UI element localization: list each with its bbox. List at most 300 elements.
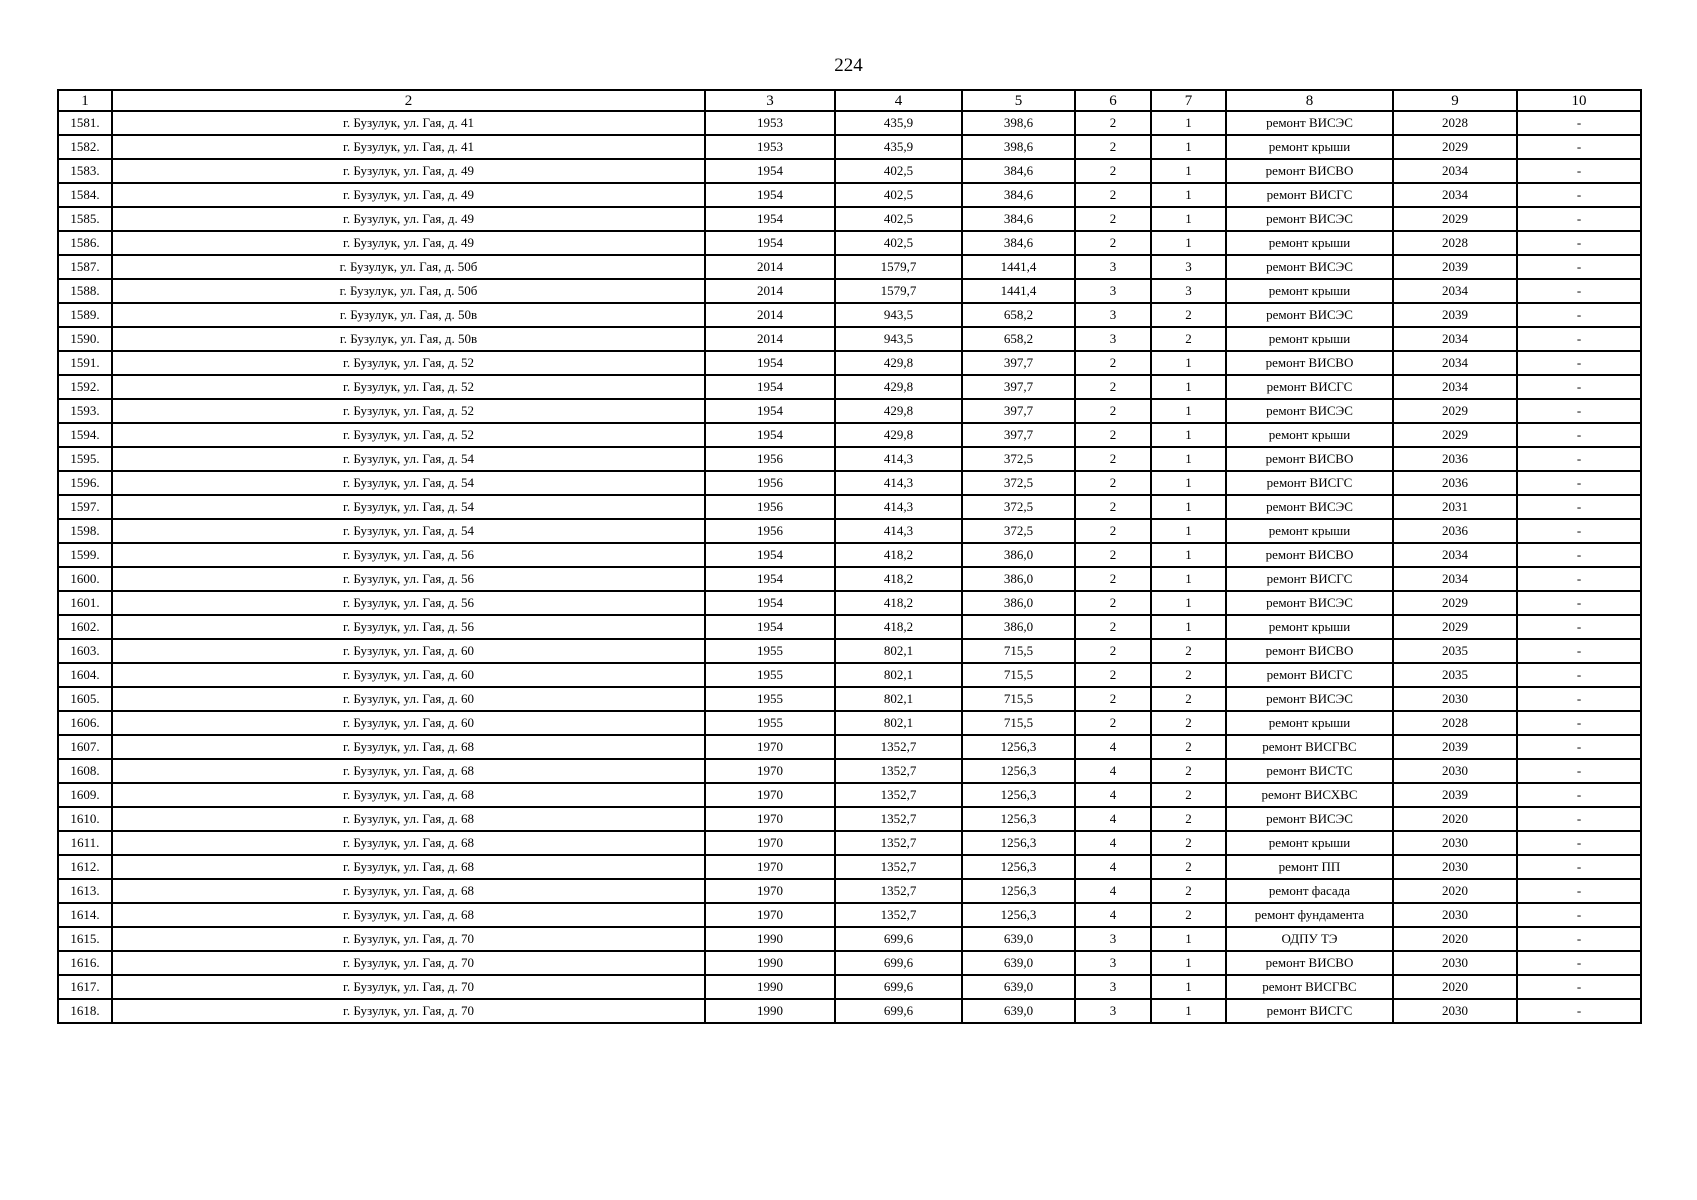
note-cell: - xyxy=(1517,543,1641,567)
repair-schedule-table xyxy=(57,89,1642,1024)
planned-year-cell: 2039 xyxy=(1393,735,1517,759)
living-area-cell: 1256,3 xyxy=(962,879,1075,903)
floors-cell: 3 xyxy=(1075,999,1151,1023)
floors-cell: 4 xyxy=(1075,903,1151,927)
work-type-cell: ремонт ВИСВО xyxy=(1226,159,1393,183)
year-built-cell: 1970 xyxy=(705,831,835,855)
planned-year-cell: 2030 xyxy=(1393,951,1517,975)
note-cell: - xyxy=(1517,519,1641,543)
table-row xyxy=(58,615,1641,639)
floors-cell: 2 xyxy=(1075,471,1151,495)
address-cell: г. Бузулук, ул. Гая, д. 56 xyxy=(112,615,705,639)
floors-cell: 2 xyxy=(1075,711,1151,735)
year-built-cell: 1956 xyxy=(705,471,835,495)
column-header: 8 xyxy=(1226,90,1393,111)
note-cell: - xyxy=(1517,255,1641,279)
year-built-cell: 1954 xyxy=(705,375,835,399)
year-built-cell: 1970 xyxy=(705,903,835,927)
planned-year-cell: 2030 xyxy=(1393,999,1517,1023)
year-built-cell: 1955 xyxy=(705,711,835,735)
floors-cell: 2 xyxy=(1075,159,1151,183)
table-row xyxy=(58,735,1641,759)
floors-cell: 4 xyxy=(1075,807,1151,831)
planned-year-cell: 2039 xyxy=(1393,783,1517,807)
floors-cell: 3 xyxy=(1075,255,1151,279)
planned-year-cell: 2036 xyxy=(1393,471,1517,495)
address-cell: г. Бузулук, ул. Гая, д. 68 xyxy=(112,783,705,807)
year-built-cell: 2014 xyxy=(705,279,835,303)
entrances-cell: 1 xyxy=(1151,591,1226,615)
table-row xyxy=(58,303,1641,327)
total-area-cell: 402,5 xyxy=(835,159,962,183)
year-built-cell: 1970 xyxy=(705,759,835,783)
total-area-cell: 402,5 xyxy=(835,207,962,231)
year-built-cell: 1956 xyxy=(705,519,835,543)
entrances-cell: 1 xyxy=(1151,543,1226,567)
row-number-cell: 1604. xyxy=(58,663,112,687)
row-number-cell: 1583. xyxy=(58,159,112,183)
table-row xyxy=(58,279,1641,303)
floors-cell: 2 xyxy=(1075,231,1151,255)
living-area-cell: 397,7 xyxy=(962,351,1075,375)
table-row xyxy=(58,231,1641,255)
work-type-cell: ремонт крыши xyxy=(1226,519,1393,543)
entrances-cell: 2 xyxy=(1151,759,1226,783)
planned-year-cell: 2034 xyxy=(1393,159,1517,183)
living-area-cell: 397,7 xyxy=(962,423,1075,447)
total-area-cell: 802,1 xyxy=(835,687,962,711)
floors-cell: 2 xyxy=(1075,111,1151,135)
work-type-cell: ремонт ВИСЭС xyxy=(1226,807,1393,831)
year-built-cell: 1953 xyxy=(705,111,835,135)
work-type-cell: ремонт ВИСГС xyxy=(1226,999,1393,1023)
note-cell: - xyxy=(1517,207,1641,231)
living-area-cell: 715,5 xyxy=(962,639,1075,663)
living-area-cell: 372,5 xyxy=(962,495,1075,519)
entrances-cell: 2 xyxy=(1151,663,1226,687)
total-area-cell: 435,9 xyxy=(835,135,962,159)
living-area-cell: 639,0 xyxy=(962,927,1075,951)
address-cell: г. Бузулук, ул. Гая, д. 41 xyxy=(112,111,705,135)
total-area-cell: 1352,7 xyxy=(835,783,962,807)
table-row xyxy=(58,543,1641,567)
work-type-cell: ремонт ВИСЭС xyxy=(1226,591,1393,615)
row-number-cell: 1596. xyxy=(58,471,112,495)
work-type-cell: ОДПУ ТЭ xyxy=(1226,927,1393,951)
address-cell: г. Бузулук, ул. Гая, д. 68 xyxy=(112,855,705,879)
floors-cell: 3 xyxy=(1075,303,1151,327)
note-cell: - xyxy=(1517,111,1641,135)
entrances-cell: 1 xyxy=(1151,927,1226,951)
total-area-cell: 943,5 xyxy=(835,303,962,327)
work-type-cell: ремонт ВИСГВС xyxy=(1226,735,1393,759)
floors-cell: 2 xyxy=(1075,663,1151,687)
row-number-cell: 1590. xyxy=(58,327,112,351)
year-built-cell: 1954 xyxy=(705,351,835,375)
table-row xyxy=(58,951,1641,975)
column-header: 6 xyxy=(1075,90,1151,111)
address-cell: г. Бузулук, ул. Гая, д. 56 xyxy=(112,591,705,615)
table-row xyxy=(58,351,1641,375)
living-area-cell: 639,0 xyxy=(962,951,1075,975)
year-built-cell: 1954 xyxy=(705,615,835,639)
floors-cell: 4 xyxy=(1075,879,1151,903)
year-built-cell: 1970 xyxy=(705,735,835,759)
entrances-cell: 2 xyxy=(1151,735,1226,759)
table-row xyxy=(58,807,1641,831)
table-row xyxy=(58,183,1641,207)
living-area-cell: 372,5 xyxy=(962,471,1075,495)
entrances-cell: 2 xyxy=(1151,855,1226,879)
address-cell: г. Бузулук, ул. Гая, д. 68 xyxy=(112,831,705,855)
column-header: 1 xyxy=(58,90,112,111)
note-cell: - xyxy=(1517,447,1641,471)
total-area-cell: 418,2 xyxy=(835,615,962,639)
entrances-cell: 1 xyxy=(1151,495,1226,519)
note-cell: - xyxy=(1517,135,1641,159)
column-number-row xyxy=(58,90,1641,111)
floors-cell: 2 xyxy=(1075,375,1151,399)
living-area-cell: 1256,3 xyxy=(962,855,1075,879)
living-area-cell: 386,0 xyxy=(962,543,1075,567)
living-area-cell: 372,5 xyxy=(962,519,1075,543)
year-built-cell: 1970 xyxy=(705,879,835,903)
work-type-cell: ремонт ВИСЭС xyxy=(1226,399,1393,423)
column-header: 3 xyxy=(705,90,835,111)
table-row xyxy=(58,447,1641,471)
living-area-cell: 1256,3 xyxy=(962,759,1075,783)
living-area-cell: 715,5 xyxy=(962,711,1075,735)
total-area-cell: 429,8 xyxy=(835,375,962,399)
year-built-cell: 1954 xyxy=(705,399,835,423)
address-cell: г. Бузулук, ул. Гая, д. 68 xyxy=(112,903,705,927)
note-cell: - xyxy=(1517,711,1641,735)
address-cell: г. Бузулук, ул. Гая, д. 50в xyxy=(112,327,705,351)
year-built-cell: 1990 xyxy=(705,999,835,1023)
floors-cell: 2 xyxy=(1075,591,1151,615)
year-built-cell: 2014 xyxy=(705,255,835,279)
total-area-cell: 943,5 xyxy=(835,327,962,351)
row-number-cell: 1613. xyxy=(58,879,112,903)
work-type-cell: ремонт ВИСГС xyxy=(1226,471,1393,495)
planned-year-cell: 2029 xyxy=(1393,399,1517,423)
planned-year-cell: 2030 xyxy=(1393,687,1517,711)
address-cell: г. Бузулук, ул. Гая, д. 70 xyxy=(112,951,705,975)
year-built-cell: 1970 xyxy=(705,807,835,831)
year-built-cell: 1955 xyxy=(705,639,835,663)
table-row xyxy=(58,927,1641,951)
note-cell: - xyxy=(1517,231,1641,255)
total-area-cell: 402,5 xyxy=(835,183,962,207)
living-area-cell: 384,6 xyxy=(962,183,1075,207)
floors-cell: 4 xyxy=(1075,759,1151,783)
total-area-cell: 418,2 xyxy=(835,543,962,567)
total-area-cell: 1352,7 xyxy=(835,879,962,903)
address-cell: г. Бузулук, ул. Гая, д. 60 xyxy=(112,711,705,735)
total-area-cell: 699,6 xyxy=(835,975,962,999)
total-area-cell: 802,1 xyxy=(835,639,962,663)
table-row xyxy=(58,399,1641,423)
address-cell: г. Бузулук, ул. Гая, д. 52 xyxy=(112,351,705,375)
total-area-cell: 429,8 xyxy=(835,399,962,423)
year-built-cell: 1970 xyxy=(705,855,835,879)
table-row xyxy=(58,111,1641,135)
planned-year-cell: 2029 xyxy=(1393,591,1517,615)
total-area-cell: 699,6 xyxy=(835,999,962,1023)
address-cell: г. Бузулук, ул. Гая, д. 52 xyxy=(112,423,705,447)
row-number-cell: 1581. xyxy=(58,111,112,135)
living-area-cell: 639,0 xyxy=(962,999,1075,1023)
work-type-cell: ремонт ВИСЭС xyxy=(1226,495,1393,519)
planned-year-cell: 2036 xyxy=(1393,519,1517,543)
note-cell: - xyxy=(1517,567,1641,591)
row-number-cell: 1605. xyxy=(58,687,112,711)
work-type-cell: ремонт ВИСЭС xyxy=(1226,111,1393,135)
total-area-cell: 699,6 xyxy=(835,927,962,951)
floors-cell: 3 xyxy=(1075,951,1151,975)
row-number-cell: 1595. xyxy=(58,447,112,471)
note-cell: - xyxy=(1517,615,1641,639)
living-area-cell: 639,0 xyxy=(962,975,1075,999)
work-type-cell: ремонт ВИСВО xyxy=(1226,447,1393,471)
planned-year-cell: 2029 xyxy=(1393,135,1517,159)
living-area-cell: 1256,3 xyxy=(962,783,1075,807)
year-built-cell: 1953 xyxy=(705,135,835,159)
address-cell: г. Бузулук, ул. Гая, д. 41 xyxy=(112,135,705,159)
work-type-cell: ремонт ВИСХВС xyxy=(1226,783,1393,807)
living-area-cell: 1256,3 xyxy=(962,735,1075,759)
table-row xyxy=(58,135,1641,159)
row-number-cell: 1586. xyxy=(58,231,112,255)
floors-cell: 2 xyxy=(1075,135,1151,159)
total-area-cell: 802,1 xyxy=(835,711,962,735)
year-built-cell: 1955 xyxy=(705,663,835,687)
row-number-cell: 1594. xyxy=(58,423,112,447)
living-area-cell: 1256,3 xyxy=(962,831,1075,855)
living-area-cell: 386,0 xyxy=(962,615,1075,639)
row-number-cell: 1585. xyxy=(58,207,112,231)
note-cell: - xyxy=(1517,951,1641,975)
entrances-cell: 2 xyxy=(1151,879,1226,903)
address-cell: г. Бузулук, ул. Гая, д. 60 xyxy=(112,639,705,663)
entrances-cell: 2 xyxy=(1151,831,1226,855)
work-type-cell: ремонт крыши xyxy=(1226,327,1393,351)
floors-cell: 2 xyxy=(1075,543,1151,567)
note-cell: - xyxy=(1517,351,1641,375)
table-row xyxy=(58,159,1641,183)
living-area-cell: 384,6 xyxy=(962,159,1075,183)
work-type-cell: ремонт ВИСВО xyxy=(1226,543,1393,567)
note-cell: - xyxy=(1517,639,1641,663)
note-cell: - xyxy=(1517,399,1641,423)
living-area-cell: 384,6 xyxy=(962,231,1075,255)
address-cell: г. Бузулук, ул. Гая, д. 68 xyxy=(112,759,705,783)
table-row xyxy=(58,999,1641,1023)
note-cell: - xyxy=(1517,495,1641,519)
total-area-cell: 429,8 xyxy=(835,423,962,447)
entrances-cell: 1 xyxy=(1151,447,1226,471)
year-built-cell: 1954 xyxy=(705,231,835,255)
total-area-cell: 414,3 xyxy=(835,519,962,543)
page-number: 224 xyxy=(834,55,863,76)
work-type-cell: ремонт ВИСЭС xyxy=(1226,255,1393,279)
total-area-cell: 1352,7 xyxy=(835,807,962,831)
table-row xyxy=(58,375,1641,399)
planned-year-cell: 2030 xyxy=(1393,903,1517,927)
planned-year-cell: 2039 xyxy=(1393,303,1517,327)
planned-year-cell: 2031 xyxy=(1393,495,1517,519)
entrances-cell: 1 xyxy=(1151,207,1226,231)
entrances-cell: 2 xyxy=(1151,327,1226,351)
work-type-cell: ремонт ВИСТС xyxy=(1226,759,1393,783)
year-built-cell: 1956 xyxy=(705,447,835,471)
work-type-cell: ремонт ВИСВО xyxy=(1226,951,1393,975)
work-type-cell: ремонт крыши xyxy=(1226,423,1393,447)
living-area-cell: 658,2 xyxy=(962,303,1075,327)
floors-cell: 2 xyxy=(1075,639,1151,663)
total-area-cell: 414,3 xyxy=(835,447,962,471)
column-header: 2 xyxy=(112,90,705,111)
entrances-cell: 1 xyxy=(1151,471,1226,495)
work-type-cell: ремонт крыши xyxy=(1226,831,1393,855)
year-built-cell: 1954 xyxy=(705,183,835,207)
entrances-cell: 2 xyxy=(1151,783,1226,807)
year-built-cell: 1955 xyxy=(705,687,835,711)
entrances-cell: 2 xyxy=(1151,639,1226,663)
address-cell: г. Бузулук, ул. Гая, д. 60 xyxy=(112,663,705,687)
table-row xyxy=(58,639,1641,663)
work-type-cell: ремонт крыши xyxy=(1226,711,1393,735)
work-type-cell: ремонт ВИСГС xyxy=(1226,375,1393,399)
living-area-cell: 658,2 xyxy=(962,327,1075,351)
address-cell: г. Бузулук, ул. Гая, д. 52 xyxy=(112,375,705,399)
total-area-cell: 414,3 xyxy=(835,495,962,519)
column-header: 9 xyxy=(1393,90,1517,111)
row-number-cell: 1616. xyxy=(58,951,112,975)
address-cell: г. Бузулук, ул. Гая, д. 70 xyxy=(112,927,705,951)
planned-year-cell: 2029 xyxy=(1393,207,1517,231)
floors-cell: 4 xyxy=(1075,783,1151,807)
row-number-cell: 1600. xyxy=(58,567,112,591)
note-cell: - xyxy=(1517,303,1641,327)
row-number-cell: 1598. xyxy=(58,519,112,543)
note-cell: - xyxy=(1517,975,1641,999)
row-number-cell: 1607. xyxy=(58,735,112,759)
living-area-cell: 715,5 xyxy=(962,663,1075,687)
planned-year-cell: 2028 xyxy=(1393,711,1517,735)
floors-cell: 2 xyxy=(1075,495,1151,519)
living-area-cell: 386,0 xyxy=(962,591,1075,615)
note-cell: - xyxy=(1517,375,1641,399)
address-cell: г. Бузулук, ул. Гая, д. 50в xyxy=(112,303,705,327)
total-area-cell: 418,2 xyxy=(835,591,962,615)
row-number-cell: 1582. xyxy=(58,135,112,159)
floors-cell: 3 xyxy=(1075,927,1151,951)
row-number-cell: 1608. xyxy=(58,759,112,783)
year-built-cell: 1990 xyxy=(705,927,835,951)
row-number-cell: 1584. xyxy=(58,183,112,207)
work-type-cell: ремонт ВИСГС xyxy=(1226,183,1393,207)
note-cell: - xyxy=(1517,687,1641,711)
total-area-cell: 435,9 xyxy=(835,111,962,135)
total-area-cell: 1579,7 xyxy=(835,255,962,279)
floors-cell: 2 xyxy=(1075,207,1151,231)
entrances-cell: 2 xyxy=(1151,303,1226,327)
work-type-cell: ремонт ВИСГС xyxy=(1226,663,1393,687)
floors-cell: 2 xyxy=(1075,351,1151,375)
entrances-cell: 1 xyxy=(1151,135,1226,159)
entrances-cell: 1 xyxy=(1151,567,1226,591)
year-built-cell: 1954 xyxy=(705,207,835,231)
planned-year-cell: 2036 xyxy=(1393,447,1517,471)
living-area-cell: 397,7 xyxy=(962,375,1075,399)
table-row xyxy=(58,207,1641,231)
table-row xyxy=(58,831,1641,855)
table-body xyxy=(58,111,1641,1023)
note-cell: - xyxy=(1517,735,1641,759)
address-cell: г. Бузулук, ул. Гая, д. 60 xyxy=(112,687,705,711)
total-area-cell: 402,5 xyxy=(835,231,962,255)
living-area-cell: 715,5 xyxy=(962,687,1075,711)
address-cell: г. Бузулук, ул. Гая, д. 49 xyxy=(112,207,705,231)
year-built-cell: 1956 xyxy=(705,495,835,519)
planned-year-cell: 2034 xyxy=(1393,183,1517,207)
note-cell: - xyxy=(1517,159,1641,183)
total-area-cell: 418,2 xyxy=(835,567,962,591)
floors-cell: 2 xyxy=(1075,399,1151,423)
entrances-cell: 1 xyxy=(1151,951,1226,975)
address-cell: г. Бузулук, ул. Гая, д. 54 xyxy=(112,447,705,471)
note-cell: - xyxy=(1517,783,1641,807)
floors-cell: 3 xyxy=(1075,279,1151,303)
work-type-cell: ремонт крыши xyxy=(1226,279,1393,303)
living-area-cell: 1256,3 xyxy=(962,807,1075,831)
living-area-cell: 397,7 xyxy=(962,399,1075,423)
row-number-cell: 1611. xyxy=(58,831,112,855)
table-row xyxy=(58,903,1641,927)
row-number-cell: 1588. xyxy=(58,279,112,303)
work-type-cell: ремонт ВИСВО xyxy=(1226,639,1393,663)
work-type-cell: ремонт крыши xyxy=(1226,135,1393,159)
table-row xyxy=(58,327,1641,351)
work-type-cell: ремонт фундамента xyxy=(1226,903,1393,927)
entrances-cell: 1 xyxy=(1151,159,1226,183)
table-row xyxy=(58,663,1641,687)
row-number-cell: 1593. xyxy=(58,399,112,423)
table-row xyxy=(58,255,1641,279)
year-built-cell: 1954 xyxy=(705,591,835,615)
note-cell: - xyxy=(1517,591,1641,615)
row-number-cell: 1612. xyxy=(58,855,112,879)
planned-year-cell: 2028 xyxy=(1393,231,1517,255)
planned-year-cell: 2020 xyxy=(1393,975,1517,999)
work-type-cell: ремонт фасада xyxy=(1226,879,1393,903)
address-cell: г. Бузулук, ул. Гая, д. 49 xyxy=(112,183,705,207)
note-cell: - xyxy=(1517,183,1641,207)
address-cell: г. Бузулук, ул. Гая, д. 54 xyxy=(112,495,705,519)
row-number-cell: 1606. xyxy=(58,711,112,735)
planned-year-cell: 2030 xyxy=(1393,855,1517,879)
planned-year-cell: 2020 xyxy=(1393,807,1517,831)
row-number-cell: 1617. xyxy=(58,975,112,999)
note-cell: - xyxy=(1517,279,1641,303)
note-cell: - xyxy=(1517,999,1641,1023)
year-built-cell: 1954 xyxy=(705,423,835,447)
entrances-cell: 1 xyxy=(1151,399,1226,423)
table-row xyxy=(58,495,1641,519)
table-row xyxy=(58,759,1641,783)
total-area-cell: 1352,7 xyxy=(835,855,962,879)
